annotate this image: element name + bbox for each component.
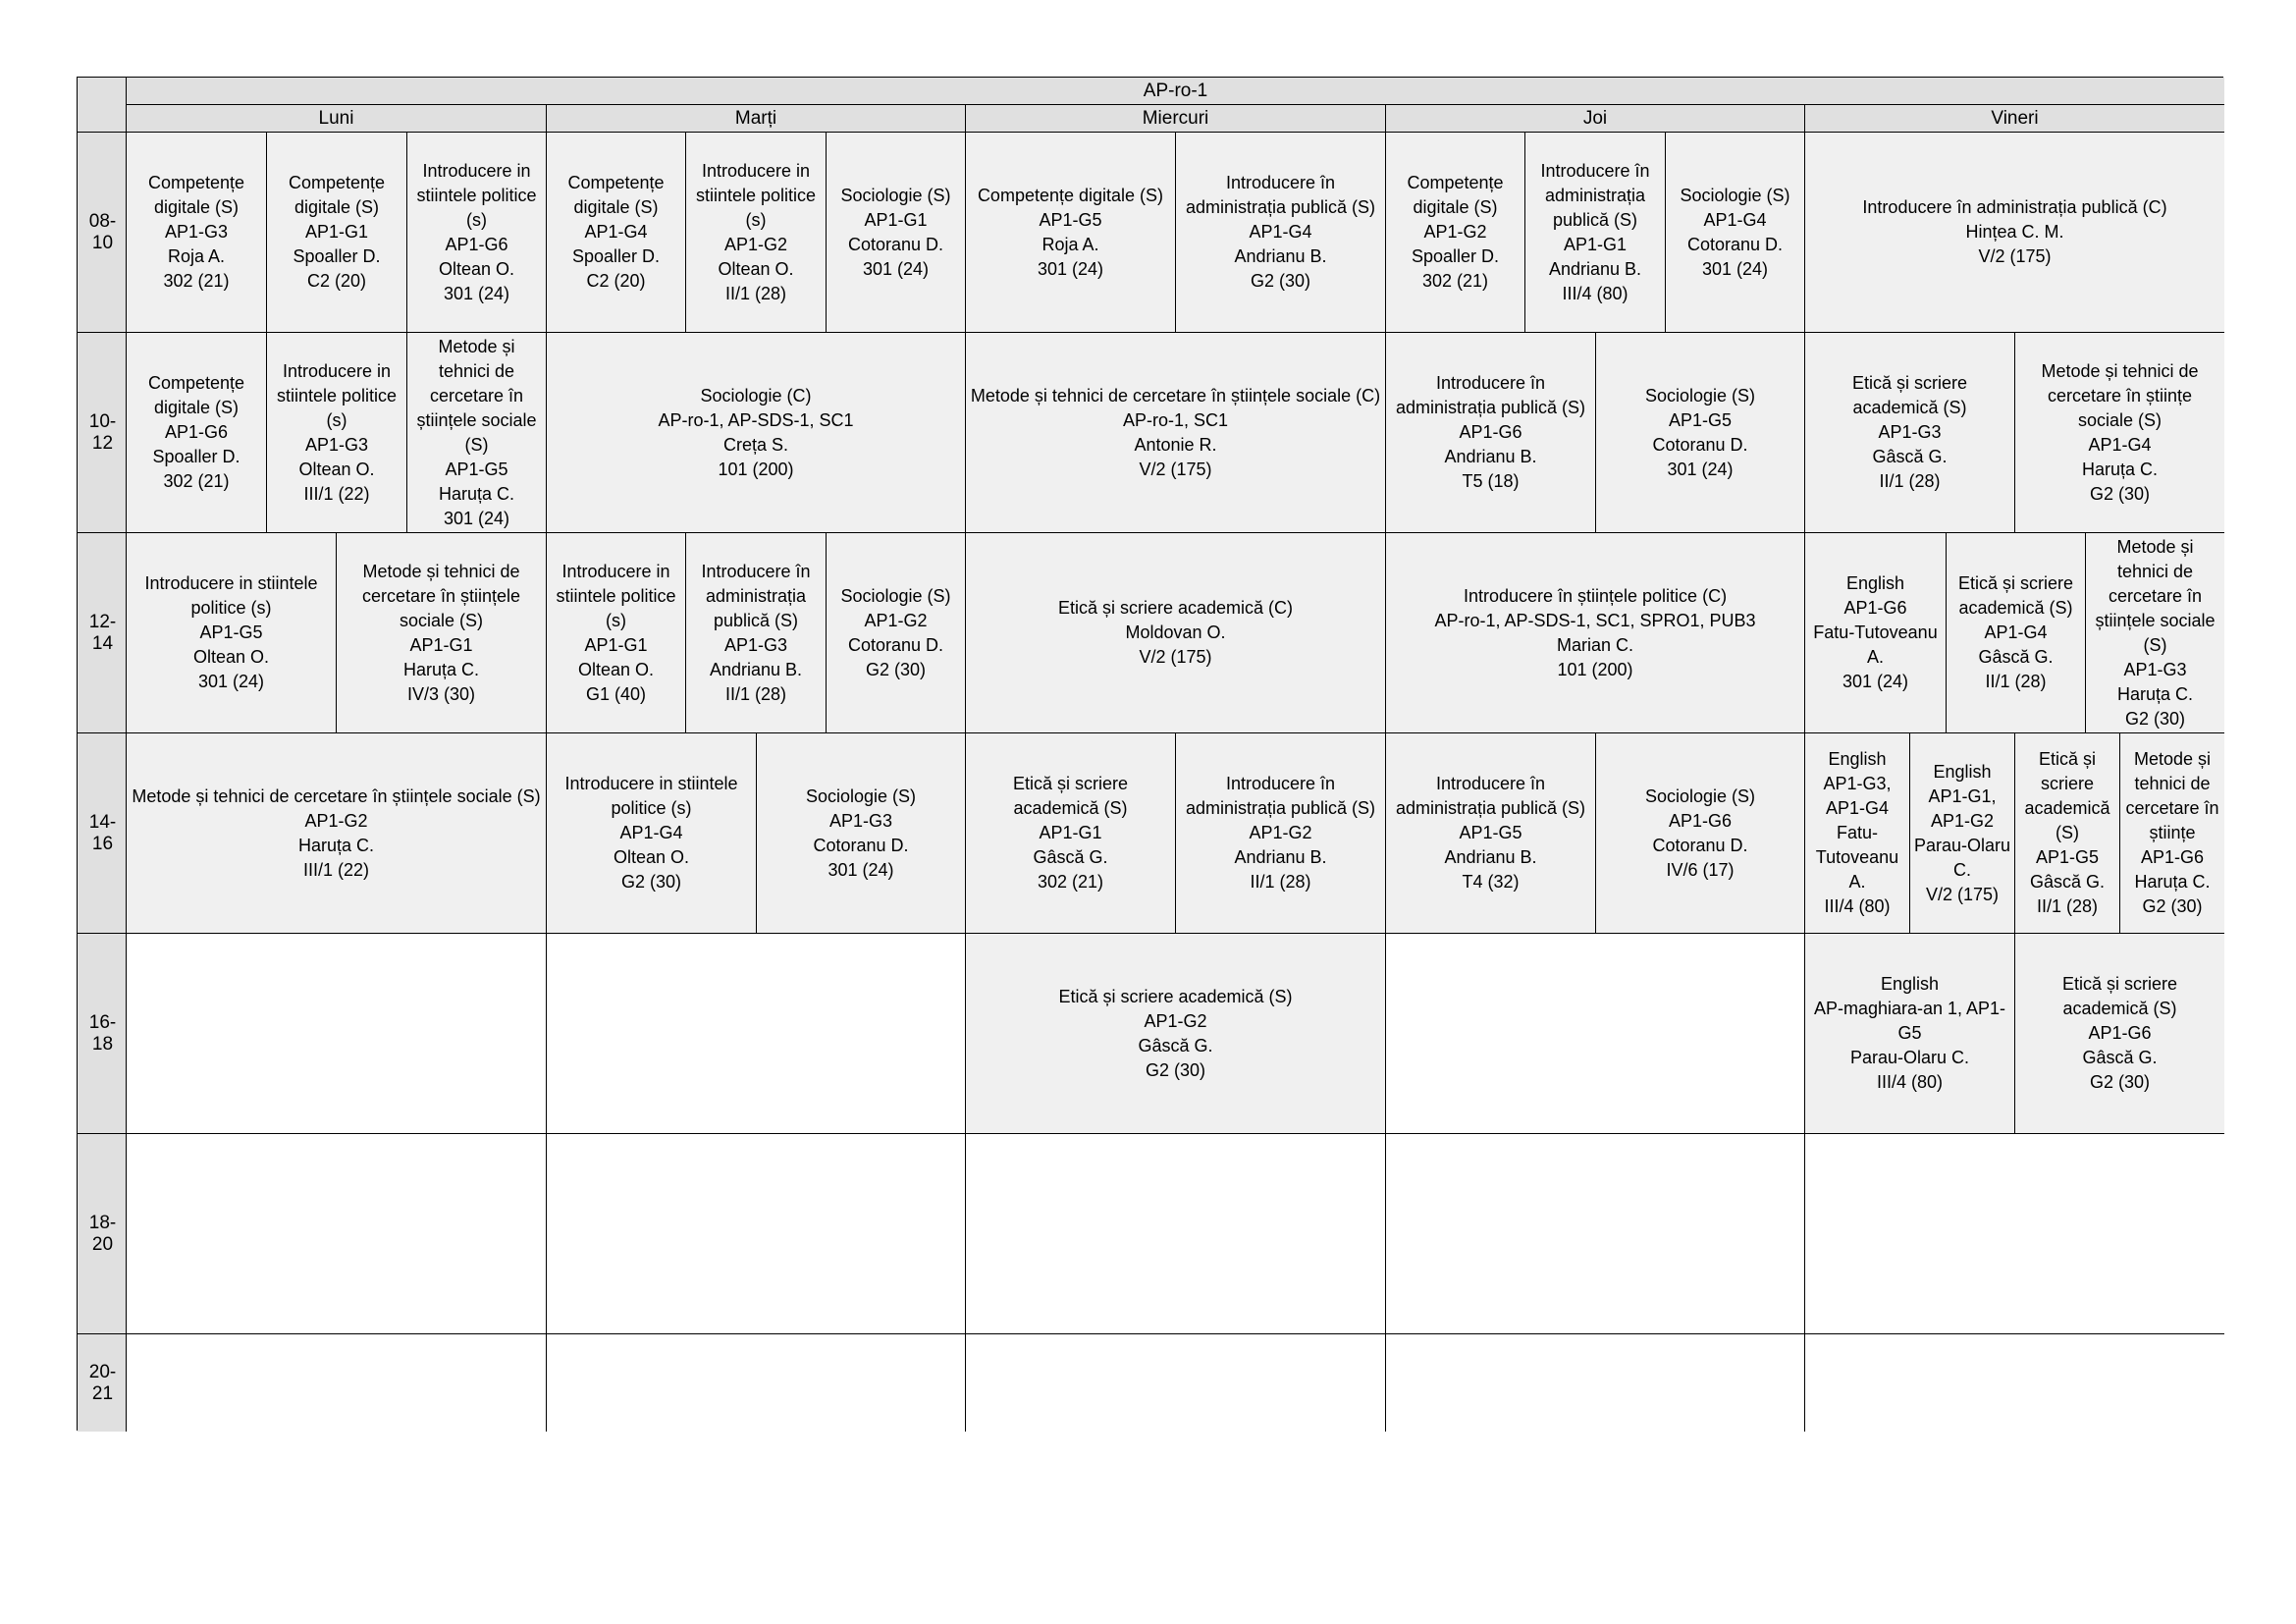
course-cell[interactable] — [756, 732, 965, 933]
course-cell[interactable] — [1385, 332, 1595, 532]
course-detail: III/1 (22) — [303, 483, 370, 504]
course-title: Introducere in stiintele politice (s) — [144, 573, 318, 618]
empty-slot — [126, 1133, 546, 1333]
course-detail: 302 (21) — [163, 271, 230, 291]
course-detail: G2 (30) — [2089, 1072, 2151, 1092]
course-detail: II/1 (28) — [1985, 672, 2047, 691]
course-detail: Gâscă G. — [2029, 872, 2106, 892]
course-title: Sociologie (S) — [840, 585, 951, 606]
course-detail: AP1-G5 — [1459, 823, 1522, 842]
course-detail: AP1-G6 — [2088, 1023, 2152, 1043]
course-detail: AP1-G1 — [584, 634, 648, 655]
course-cell[interactable] — [546, 132, 685, 332]
course-cell[interactable] — [1595, 732, 1804, 933]
course-detail: Roja A. — [167, 246, 226, 266]
course-cell[interactable] — [965, 532, 1385, 732]
course-detail: T4 (32) — [1462, 872, 1520, 892]
course-detail: Cotoranu D. — [1652, 434, 1748, 455]
course-title: Competențe digitale (S) — [1407, 173, 1504, 217]
course-detail: Andrianu B. — [1444, 447, 1537, 466]
course-detail: Crețа S. — [722, 434, 789, 455]
course-detail: G1 (40) — [585, 683, 647, 704]
course-detail: AP1-G4 — [2088, 434, 2152, 455]
course-detail: AP1-G5 — [1039, 209, 1102, 230]
course-detail: II/1 (28) — [2036, 896, 2099, 916]
time-slot: 18-20 — [78, 1133, 126, 1333]
course-detail: 101 (200) — [718, 459, 794, 479]
course-detail: Spoaller D. — [152, 447, 240, 466]
course-detail: AP1-G1, AP1-G2 — [1928, 785, 1997, 831]
course-detail: AP1-G6 — [445, 234, 508, 254]
time-slot: 12-14 — [78, 532, 126, 732]
course-detail: AP1-G3 — [304, 434, 369, 455]
course-title: Sociologie (C) — [700, 385, 812, 406]
course-detail: Fatu-Tutoveanu A. — [1815, 823, 1899, 892]
course-cell[interactable] — [1595, 332, 1804, 532]
course-title: Competențe digitale (S) — [288, 173, 386, 217]
course-title: Metode și tehnici de cercetare în științele sociale (S) — [361, 561, 521, 630]
course-title: Competențe digitale (S) — [147, 173, 245, 217]
course-detail: C2 (20) — [306, 271, 367, 291]
course-detail: Andrianu B. — [1444, 847, 1537, 867]
course-detail: AP1-G3 — [723, 634, 788, 655]
course-cell[interactable] — [685, 532, 826, 732]
course-detail: Haruța C. — [2081, 459, 2159, 479]
day-header-miercuri: Miercuri — [965, 104, 1385, 132]
course-detail: AP1-G3 — [164, 222, 229, 242]
course-detail: III/1 (22) — [302, 859, 370, 880]
course-detail: V/2 (175) — [1978, 246, 2052, 266]
course-detail: AP1-G5 — [1668, 409, 1733, 430]
course-detail: Haruța C. — [438, 483, 515, 504]
course-cell[interactable] — [126, 532, 336, 732]
course-title: English — [1845, 573, 1905, 593]
course-title: Etică și scriere academică (S) — [1058, 986, 1293, 1006]
course-detail: AP1-G2 — [723, 234, 788, 254]
empty-slot — [965, 1333, 1385, 1432]
course-cell[interactable] — [965, 732, 1175, 933]
course-cell[interactable] — [1175, 132, 1385, 332]
course-cell[interactable] — [965, 332, 1385, 532]
course-detail: AP1-G6 — [1843, 598, 1907, 618]
course-title: Introducere in stiintele politice (s) — [276, 360, 398, 430]
course-title: Competențe digitale (S) — [977, 185, 1164, 205]
course-detail: Oltean O. — [438, 258, 515, 279]
course-title: Introducere in stiintele politice (s) — [556, 561, 676, 630]
course-detail: 301 (24) — [1842, 672, 1909, 691]
course-title: Competențe digitale (S) — [567, 173, 665, 217]
course-detail: Andrianu B. — [709, 659, 803, 679]
course-detail: AP1-G1 — [1039, 823, 1102, 842]
course-detail: AP1-G4 — [1984, 623, 2048, 642]
course-cell[interactable] — [2085, 532, 2224, 732]
course-detail: II/1 (28) — [1879, 471, 1941, 491]
timetable — [77, 77, 2223, 1431]
empty-slot — [965, 1133, 1385, 1333]
course-title: Metode și tehnici de cercetare în științe sociale (S) — [2041, 360, 2199, 430]
corner-cell — [78, 78, 126, 132]
course-detail: AP1-G3 — [828, 810, 893, 831]
course-detail: 301 (24) — [828, 859, 894, 880]
course-detail: AP-ro-1, AP-SDS-1, SC1 — [658, 409, 854, 430]
course-detail: 301 (24) — [443, 283, 510, 303]
course-detail: Marian C. — [1556, 634, 1634, 655]
course-detail: Fatu-Tutoveanu A. — [1813, 623, 1938, 667]
course-detail: Oltean O. — [298, 459, 375, 479]
course-detail: V/2 (175) — [1925, 884, 2000, 904]
course-cell[interactable] — [1665, 132, 1804, 332]
course-cell[interactable] — [1804, 332, 2014, 532]
course-detail: Hințea C. M. — [1965, 222, 2064, 242]
course-cell[interactable] — [965, 933, 1385, 1133]
course-title: English — [1880, 974, 1940, 994]
course-detail: AP1-G1 — [409, 634, 473, 655]
course-title: Sociologie (S) — [805, 785, 917, 806]
course-detail: AP1-G3 — [2123, 659, 2187, 679]
empty-slot — [126, 1333, 546, 1432]
empty-slot — [1385, 933, 1804, 1133]
course-detail: II/1 (28) — [724, 683, 787, 704]
time-slot: 14-16 — [78, 732, 126, 933]
course-cell[interactable] — [126, 132, 266, 332]
course-detail: II/1 (28) — [1250, 872, 1311, 892]
course-detail: Oltean O. — [718, 258, 794, 279]
course-title: Sociologie (S) — [1680, 185, 1790, 205]
course-detail: V/2 (175) — [1139, 459, 1212, 479]
course-title: Introducere în administrația publică (S) — [1395, 373, 1586, 417]
course-detail: G2 (30) — [2142, 896, 2203, 916]
course-detail: 302 (21) — [163, 471, 230, 491]
course-cell[interactable] — [2014, 732, 2119, 933]
course-detail: AP1-G2 — [1249, 823, 1312, 842]
course-cell[interactable] — [1385, 532, 1804, 732]
course-title: Etică și scriere academică (S) — [1012, 774, 1129, 818]
course-detail: AP1-G5 — [2035, 847, 2100, 867]
course-detail: Haruța C. — [2116, 683, 2194, 704]
course-detail: Parau-Olaru C. — [1913, 835, 2011, 880]
course-detail: Andrianu B. — [1234, 847, 1327, 867]
course-title: Competențe digitale (S) — [147, 373, 245, 417]
course-detail: G2 (30) — [1145, 1059, 1206, 1080]
course-detail: G2 (30) — [620, 872, 682, 892]
course-detail: II/1 (28) — [724, 283, 787, 303]
course-detail: AP1-G2 — [1423, 222, 1487, 242]
course-detail: Moldovan O. — [1125, 623, 1226, 642]
course-detail: III/4 (80) — [1562, 283, 1629, 303]
course-detail: 301 (24) — [197, 672, 265, 691]
course-detail: Parau-Olaru C. — [1849, 1048, 1970, 1067]
course-detail: 302 (21) — [1421, 271, 1489, 291]
course-detail: Spoaller D. — [293, 246, 381, 266]
course-detail: III/4 (80) — [1824, 896, 1891, 916]
course-title: Metode și tehnici de cercetare în științele sociale (S) — [2095, 536, 2216, 655]
course-detail: AP-ro-1, AP-SDS-1, SC1, SPRO1, PUB3 — [1434, 610, 1756, 630]
course-cell[interactable] — [406, 132, 546, 332]
course-detail: AP1-G5 — [445, 459, 508, 479]
course-detail: G2 (30) — [865, 659, 927, 679]
course-cell[interactable] — [1175, 732, 1385, 933]
course-title: Etică și scriere academică (S) — [2024, 749, 2110, 842]
course-cell[interactable] — [406, 332, 546, 532]
empty-slot — [546, 1133, 965, 1333]
course-title: Etică și scriere academică (S) — [1851, 373, 1968, 417]
course-title: English — [1828, 749, 1887, 769]
course-cell[interactable] — [1804, 933, 2014, 1133]
course-detail: G2 (30) — [2124, 708, 2186, 729]
empty-slot — [546, 933, 965, 1133]
course-title: Metode și tehnici de cercetare în științele sociale (S) — [416, 336, 537, 455]
course-title: Sociologie (S) — [1644, 785, 1756, 806]
course-title: Introducere in stiintele politice (s) — [416, 160, 537, 230]
time-slot: 08-10 — [78, 132, 126, 332]
day-header-joi: Joi — [1385, 104, 1804, 132]
course-detail: Cotoranu D. — [847, 634, 944, 655]
empty-slot — [1804, 1333, 2224, 1432]
course-detail: Oltean O. — [613, 847, 690, 867]
course-detail: T5 (18) — [1462, 471, 1520, 491]
course-title: Introducere în administrația publică (C) — [1862, 197, 2167, 217]
course-cell[interactable] — [266, 132, 406, 332]
course-cell[interactable] — [336, 532, 546, 732]
empty-slot — [546, 1333, 965, 1432]
course-detail: AP1-G3 — [1878, 422, 1942, 442]
course-detail: Haruța C. — [402, 659, 480, 679]
time-slot: 20-21 — [78, 1333, 126, 1432]
empty-slot — [126, 933, 546, 1133]
course-detail: Cotoranu D. — [813, 835, 909, 855]
course-detail: Haruța C. — [297, 835, 375, 855]
course-detail: C2 (20) — [586, 271, 646, 291]
course-detail: AP-maghiara-an 1, AP1-G5 — [1813, 999, 2006, 1043]
course-detail: Roja A. — [1041, 234, 1099, 254]
course-cell[interactable] — [266, 332, 406, 532]
course-detail: Gâscă G. — [1978, 647, 2054, 667]
course-title: Introducere în administrația publică (S) — [1540, 160, 1650, 230]
course-detail: III/4 (80) — [1876, 1072, 1944, 1092]
course-title: Sociologie (S) — [1644, 385, 1756, 406]
course-detail: AP1-G5 — [199, 623, 263, 642]
course-cell[interactable] — [546, 732, 756, 933]
course-detail: Oltean O. — [192, 647, 270, 667]
course-cell[interactable] — [126, 332, 266, 532]
course-detail: Haruța C. — [2134, 872, 2211, 892]
course-detail: Antonie R. — [1134, 434, 1217, 455]
course-cell[interactable] — [546, 332, 965, 532]
course-title: Introducere în administrația publică (S) — [701, 561, 811, 630]
course-detail: AP-ro-1, SC1 — [1122, 409, 1229, 430]
course-cell[interactable] — [685, 132, 826, 332]
course-detail: AP1-G6 — [1459, 422, 1522, 442]
course-detail: AP1-G6 — [1668, 810, 1733, 831]
course-title: Etică și scriere academică (S) — [1957, 573, 2074, 618]
course-title: Metode și tehnici de cercetare în științele sociale (C) — [970, 385, 1381, 406]
course-detail: Gâscă G. — [2082, 1048, 2158, 1067]
course-cell[interactable] — [1804, 132, 2224, 332]
course-cell[interactable] — [1524, 132, 1665, 332]
course-detail: 301 (24) — [1701, 258, 1769, 279]
course-cell[interactable] — [1804, 732, 1909, 933]
day-header-vineri: Vineri — [1804, 104, 2224, 132]
course-title: Introducere în administrația publică (S) — [1185, 173, 1376, 217]
course-detail: 301 (24) — [443, 508, 510, 528]
course-title: Introducere in stiintele politice (s) — [695, 160, 817, 230]
course-title: Etică și scriere academică (S) — [2061, 974, 2178, 1018]
course-detail: AP1-G6 — [2140, 847, 2205, 867]
course-detail: 301 (24) — [1667, 459, 1734, 479]
course-detail: Spoaller D. — [1411, 246, 1500, 266]
empty-slot — [1804, 1133, 2224, 1333]
course-detail: AP1-G1 — [864, 209, 928, 230]
course-cell[interactable] — [1909, 732, 2014, 933]
course-cell[interactable] — [2014, 332, 2224, 532]
course-detail: G2 (30) — [1250, 271, 1311, 291]
course-detail: AP1-G2 — [304, 810, 368, 831]
course-detail: Oltean O. — [577, 659, 655, 679]
course-detail: IV/3 (30) — [406, 683, 476, 704]
course-detail: AP1-G1 — [1563, 234, 1628, 254]
course-title: Introducere in stiintele politice (s) — [564, 774, 738, 818]
course-title: Metode și tehnici de cercetare în științele sociale (S) — [132, 785, 541, 806]
course-cell[interactable] — [1946, 532, 2085, 732]
day-header-marti: Marți — [546, 104, 965, 132]
course-detail: G2 (30) — [2089, 483, 2151, 504]
course-cell[interactable] — [965, 132, 1175, 332]
course-detail: IV/6 (17) — [1666, 859, 1735, 880]
course-cell[interactable] — [546, 532, 685, 732]
course-detail: Cotoranu D. — [847, 234, 944, 254]
course-detail: Gâscă G. — [1872, 447, 1948, 466]
course-detail: AP1-G3, AP1-G4 — [1823, 774, 1892, 818]
course-detail: 301 (24) — [1037, 258, 1104, 279]
course-detail: AP1-G4 — [584, 222, 648, 242]
course-title: Sociologie (S) — [840, 185, 951, 205]
day-header-luni: Luni — [126, 104, 546, 132]
empty-slot — [1385, 1333, 1804, 1432]
time-slot: 16-18 — [78, 933, 126, 1133]
group-header: AP-ro-1 — [126, 78, 2224, 104]
course-title: English — [1933, 761, 1992, 782]
course-detail: AP1-G2 — [864, 610, 928, 630]
course-detail: Andrianu B. — [1234, 246, 1327, 266]
course-title: Introducere în administrația publică (S) — [1185, 774, 1376, 818]
course-title: Metode și tehnici de cercetare în științe — [2125, 749, 2219, 842]
course-detail: 301 (24) — [862, 258, 930, 279]
time-slot: 10-12 — [78, 332, 126, 532]
course-cell[interactable] — [126, 732, 546, 933]
course-detail: AP1-G2 — [1144, 1010, 1207, 1031]
course-cell[interactable] — [1804, 532, 1946, 732]
course-detail: Cotoranu D. — [1652, 835, 1748, 855]
course-cell[interactable] — [1385, 132, 1524, 332]
course-title: Introducere în științele politice (C) — [1463, 585, 1728, 606]
course-cell[interactable] — [2014, 933, 2224, 1133]
empty-slot — [1385, 1133, 1804, 1333]
course-detail: AP1-G4 — [1249, 222, 1312, 242]
course-cell[interactable] — [826, 532, 965, 732]
course-detail: Gâscă G. — [1138, 1035, 1213, 1056]
course-detail: 302 (21) — [1037, 872, 1104, 892]
course-cell[interactable] — [826, 132, 965, 332]
course-detail: AP1-G4 — [1703, 209, 1767, 230]
course-detail: Spoaller D. — [571, 246, 661, 266]
course-cell[interactable] — [2119, 732, 2224, 933]
course-title: Etică și scriere academică (C) — [1057, 598, 1294, 618]
course-title: Introducere în administrația publică (S) — [1395, 774, 1586, 818]
course-detail: Andrianu B. — [1548, 258, 1642, 279]
course-detail: AP1-G4 — [619, 823, 683, 842]
course-detail: AP1-G6 — [164, 422, 229, 442]
course-cell[interactable] — [1385, 732, 1595, 933]
course-detail: Gâscă G. — [1033, 847, 1108, 867]
course-detail: Cotoranu D. — [1686, 234, 1784, 254]
course-detail: V/2 (175) — [1139, 647, 1212, 667]
course-detail: 101 (200) — [1557, 659, 1633, 679]
course-detail: AP1-G1 — [304, 222, 369, 242]
